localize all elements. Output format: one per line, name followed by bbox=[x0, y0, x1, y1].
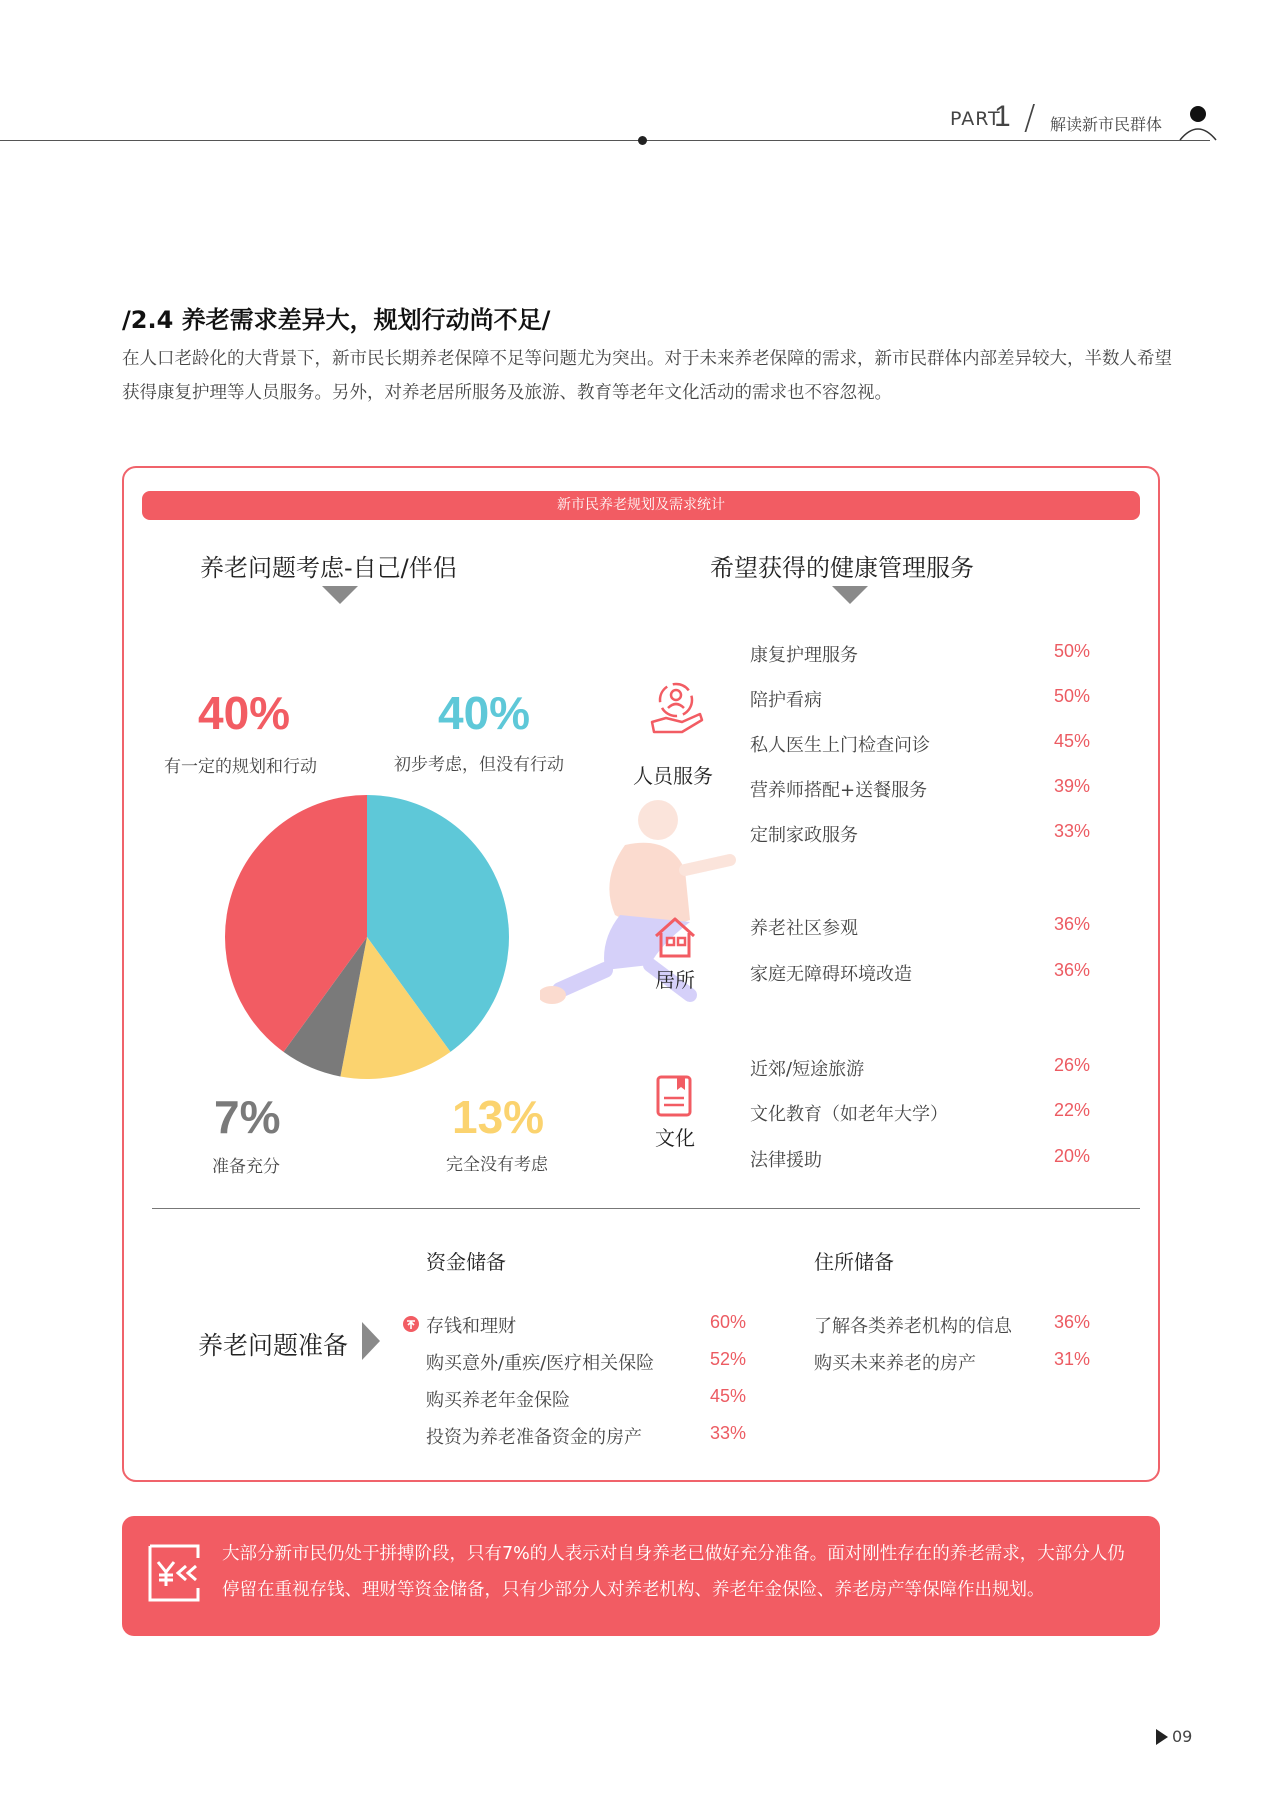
service-value: 45% bbox=[1053, 731, 1090, 751]
funds-row bbox=[426, 1312, 746, 1342]
funds-row bbox=[426, 1386, 746, 1416]
service-label: 家庭无障碍环境改造 bbox=[750, 964, 912, 985]
top-rank-icon bbox=[403, 1316, 419, 1332]
service-value: 26% bbox=[1053, 1055, 1090, 1075]
service-row bbox=[750, 776, 1090, 806]
caption-initial: 初步考虑，但没有行动 bbox=[394, 755, 564, 775]
service-label: 定制家政服务 bbox=[750, 825, 858, 846]
left-down-triangle bbox=[322, 586, 358, 604]
part-label: PART bbox=[950, 108, 1001, 130]
service-value: 36% bbox=[1053, 960, 1090, 980]
housing-label: 购买未来养老的房产 bbox=[814, 1353, 976, 1374]
pct-none: 13% bbox=[452, 1091, 545, 1143]
section-title: /2.4 养老需求差异大，规划行动尚不足/ bbox=[122, 306, 551, 334]
housing-row bbox=[814, 1349, 1090, 1379]
house-icon bbox=[652, 914, 698, 960]
funds-value: 52% bbox=[709, 1349, 746, 1369]
service-label: 营养师搭配+送餐服务 bbox=[750, 780, 928, 801]
service-label: 康复护理服务 bbox=[750, 645, 858, 666]
preparation-title: 养老问题准备 bbox=[198, 1331, 349, 1360]
funds-label: 购买养老年金保险 bbox=[426, 1390, 570, 1411]
funds-value: 33% bbox=[709, 1423, 746, 1443]
service-value: 22% bbox=[1053, 1100, 1090, 1120]
service-row bbox=[750, 731, 1090, 761]
housing-row bbox=[814, 1312, 1090, 1342]
section-divider bbox=[152, 1208, 1140, 1209]
funds-value: 45% bbox=[709, 1386, 746, 1406]
service-row bbox=[750, 1146, 1090, 1176]
service-value: 50% bbox=[1053, 641, 1090, 661]
service-row bbox=[750, 914, 1090, 944]
category-residence: 居所 bbox=[655, 968, 695, 992]
page-number: 09 bbox=[1172, 1727, 1193, 1746]
service-value: 39% bbox=[1053, 776, 1090, 796]
part-number: 1 bbox=[994, 100, 1011, 133]
header-slash: / bbox=[1024, 98, 1036, 138]
service-row bbox=[750, 821, 1090, 851]
caption-none: 完全没有考虑 bbox=[446, 1155, 548, 1175]
caption-ready: 准备充分 bbox=[212, 1157, 280, 1177]
service-label: 近郊/短途旅游 bbox=[750, 1059, 865, 1080]
care-hand-icon bbox=[646, 678, 706, 738]
housing-value: 31% bbox=[1053, 1349, 1090, 1369]
header-dot bbox=[638, 136, 647, 145]
service-label: 法律援助 bbox=[750, 1150, 822, 1171]
funds-row bbox=[426, 1349, 746, 1379]
service-label: 陪护看病 bbox=[750, 690, 822, 711]
right-down-triangle bbox=[832, 586, 868, 604]
service-row bbox=[750, 1055, 1090, 1085]
service-row bbox=[750, 1100, 1090, 1130]
service-row bbox=[750, 960, 1090, 990]
card-title: 新市民养老规划及需求统计 bbox=[142, 491, 1140, 520]
section-name: 解读新市民群体 bbox=[1050, 115, 1163, 134]
intro-paragraph: 在人口老龄化的大背景下，新市民长期养老保障不足等问题尤为突出。对于未来养老保障的需求，新市民群体内部差异较大，半数人希望获得康复护理等人员服务。另外，对养老居所服务及旅游、教育等老年文化活动的需求也不容忽视。 bbox=[122, 349, 1172, 403]
pct-ready: 7% bbox=[214, 1091, 281, 1143]
left-column-title: 养老问题考虑-自己/伴侣 bbox=[200, 554, 457, 582]
housing-heading: 住所储备 bbox=[814, 1250, 894, 1274]
funds-row bbox=[426, 1423, 746, 1453]
funds-value: 60% bbox=[709, 1312, 746, 1332]
service-label: 私人医生上门检查问诊 bbox=[750, 735, 930, 756]
pie-chart bbox=[222, 792, 512, 1082]
yuan-icon bbox=[146, 1544, 202, 1602]
pct-planned: 40% bbox=[198, 687, 291, 739]
service-row bbox=[750, 641, 1090, 671]
funds-heading: 资金储备 bbox=[426, 1250, 506, 1274]
summary-box bbox=[122, 1516, 1160, 1636]
service-value: 33% bbox=[1053, 821, 1090, 841]
housing-value: 36% bbox=[1053, 1312, 1090, 1332]
category-culture: 文化 bbox=[655, 1126, 695, 1150]
housing-label: 了解各类养老机构的信息 bbox=[814, 1316, 1012, 1337]
service-row bbox=[750, 686, 1090, 716]
preparation-arrow bbox=[362, 1322, 380, 1360]
page-triangle-icon bbox=[1156, 1729, 1168, 1745]
service-value: 20% bbox=[1053, 1146, 1090, 1166]
service-label: 养老社区参观 bbox=[750, 918, 858, 939]
funds-label: 存钱和理财 bbox=[426, 1316, 516, 1337]
right-column-title: 希望获得的健康管理服务 bbox=[710, 554, 974, 582]
pct-initial: 40% bbox=[438, 687, 531, 739]
book-icon bbox=[654, 1074, 694, 1118]
person-icon bbox=[1178, 104, 1218, 144]
service-value: 36% bbox=[1053, 914, 1090, 934]
summary-text: 大部分新市民仍处于拼搏阶段，只有7%的人表示对自身养老已做好充分准备。面对刚性存在的养老需求，大部分人仍停留在重视存钱、理财等资金储备，只有少部分人对养老机构、养老年金保险、养老房产等保障作出规划。 bbox=[222, 1544, 1125, 1600]
funds-label: 购买意外/重疾/医疗相关保险 bbox=[426, 1353, 655, 1374]
service-label: 文化教育（如老年大学） bbox=[750, 1104, 948, 1125]
service-value: 50% bbox=[1053, 686, 1090, 706]
header-rule bbox=[0, 140, 1210, 141]
caption-planned: 有一定的规划和行动 bbox=[164, 757, 317, 777]
funds-label: 投资为养老准备资金的房产 bbox=[426, 1427, 642, 1448]
category-personnel: 人员服务 bbox=[633, 764, 713, 788]
